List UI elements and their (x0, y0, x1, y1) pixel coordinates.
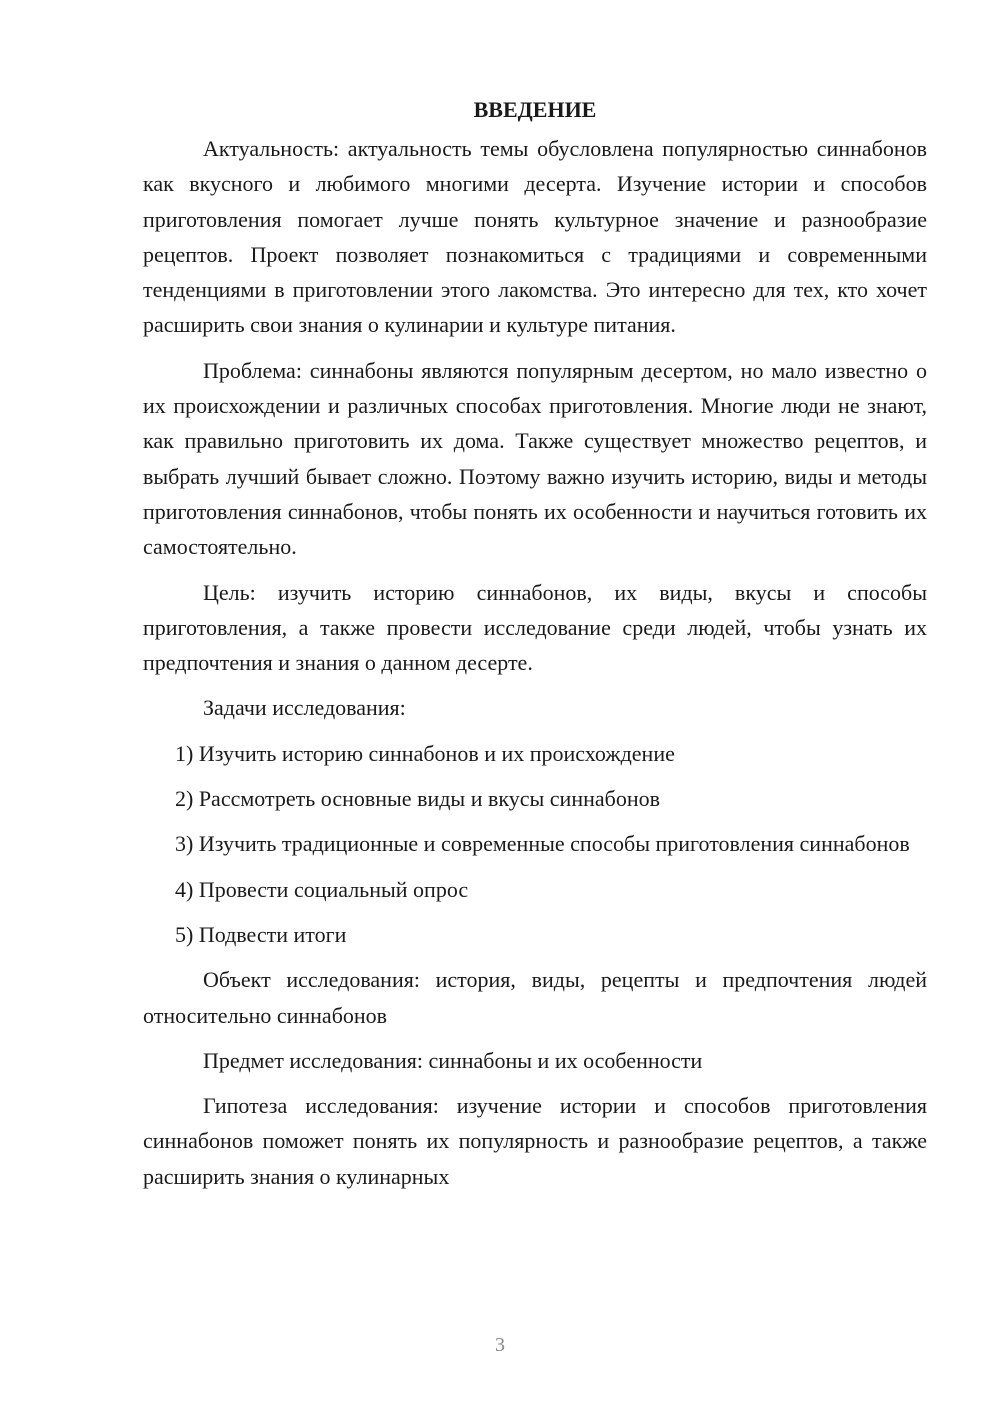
paragraph-relevance: Актуальность: актуальность темы обусловлена популярностью синнабонов как вкусного и любимого многими десерта. Изучение истории и способов приготовления помогает лучше понять культурное значение и разнообразие рецептов. Проект позволяет познакомиться с традициями и современными тенденциями в приготовлении этого лакомства. Это интересно для тех, кто хочет расширить свои знания о кулинарии и культуре питания. (143, 136, 927, 338)
task-item-2: 2) Рассмотреть основные виды и вкусы синнабонов (175, 786, 660, 812)
document-page (143, 92, 927, 1204)
paragraph-subject: Предмет исследования: синнабоны и их особенности (203, 1047, 703, 1073)
page-number: 3 (495, 1334, 505, 1356)
paragraph-problem: Проблема: синнабоны являются популярным десертом, но мало известно о их происхождении и различных способах приготовления. Многие люди не знают, как правильно приготовить их дома. Также существует множество рецептов, и выбрать лучший бывает сложно. Поэтому важно изучить историю, виды и методы приготовления синнабонов, чтобы понять их особенности и научиться готовить их самостоятельно. (143, 357, 927, 560)
task-item-3: 3) Изучить традиционные и современные способы приготовления синнабонов (175, 831, 910, 857)
paragraph-hypothesis: Гипотеза исследования: изучение истории и способов приготовления синнабонов поможет понять их популярность и разнообразие рецептов, а также расширить знания о кулинарных (143, 1093, 927, 1189)
paragraph-object: Объект исследования: история, виды, рецепты и предпочтения людей относительно синнабонов (143, 967, 927, 1028)
task-item-5: 5) Подвести итоги (175, 921, 347, 947)
paragraph-goal: Цель: изучить историю синнабонов, их виды, вкусы и способы приготовления, а также провести исследование среди людей, чтобы узнать их предпочтения и знания о данном десерте. (143, 579, 927, 676)
task-item-4: 4) Провести социальный опрос (175, 876, 469, 902)
section-heading: ВВЕДЕНИЕ (473, 97, 597, 122)
task-item-1: 1) Изучить историю синнабонов и их происхождение (175, 740, 675, 766)
tasks-heading: Задачи исследования: (203, 695, 406, 721)
